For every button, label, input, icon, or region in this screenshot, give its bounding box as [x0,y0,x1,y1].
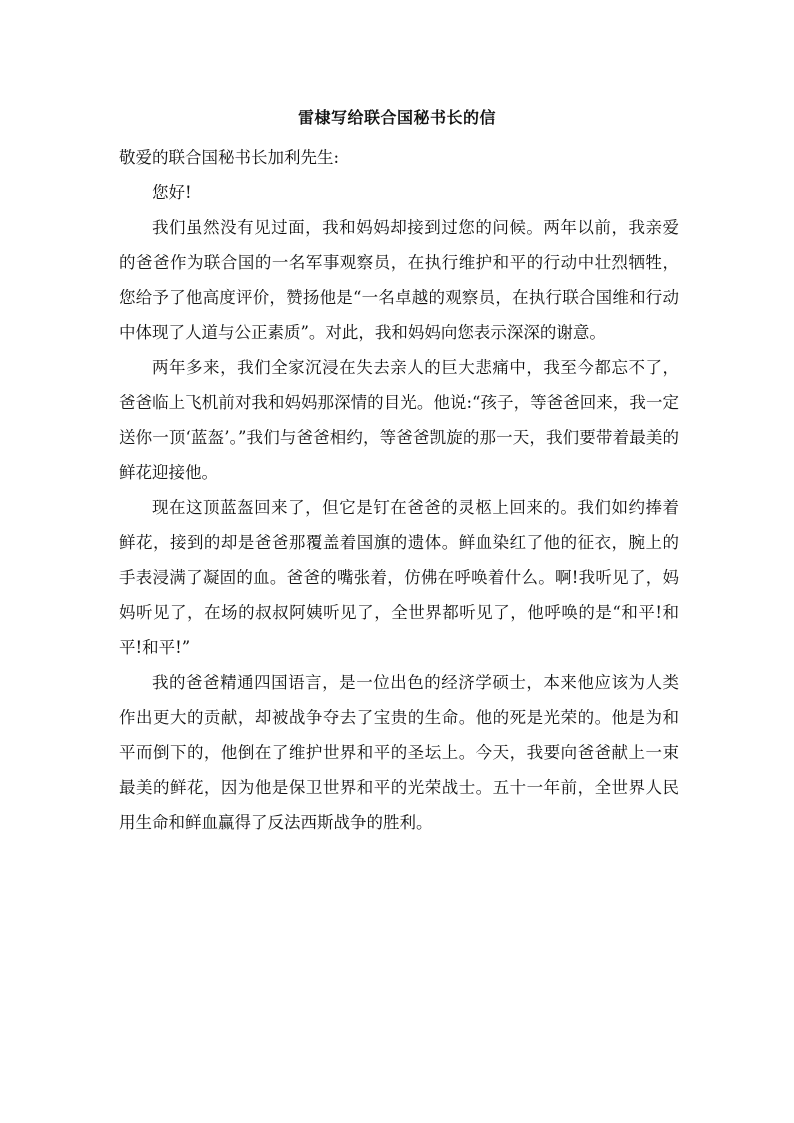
letter-salutation: 敬爱的联合国秘书长加利先生: [119,148,340,167]
letter-body [119,140,679,840]
paragraph-2: 两年多来，我们全家沉浸在失去亲人的巨大悲痛中，我至今都忘不了，爸爸临上飞机前对我和妈妈那深情的目光。他说:“孩子，等爸爸回来，我一定送你一顶‘蓝盔’。”我们与爸爸相约，等爸爸凯旋的那一天，我们要带着最美的鲜花迎接他。 [119,358,679,482]
paragraph-3: 现在这顶蓝盔回来了，但它是钉在爸爸的灵柩上回来的。我们如约捧着鲜花，接到的却是爸爸那覆盖着国旗的遗体。鲜血染红了他的征衣，腕上的手表浸满了凝固的血。爸爸的嘴张着，仿佛在呼唤着什么。啊!我听见了，妈妈听见了，在场的叔叔阿姨听见了，全世界都听见了，他呼唤的是“和平!和平!和平!” [119,498,679,657]
letter-greeting: 您好! [152,183,192,202]
paragraph-1: 我们虽然没有见过面，我和妈妈却接到过您的问候。两年以前，我亲爱的爸爸作为联合国的一名军事观察员，在执行维护和平的行动中壮烈牺牲，您给予了他高度评价，赞扬他是“一名卓越的观察员，在执行联合国维和行动中体现了人道与公正素质”。对此，我和妈妈向您表示深深的谢意。 [119,218,679,342]
paragraph-4: 我的爸爸精通四国语言，是一位出色的经济学硕士，本来他应该为人类作出更大的贡献，却被战争夺去了宝贵的生命。他的死是光荣的。他是为和平而倒下的，他倒在了维护世界和平的圣坛上。今天，我要向爸爸献上一束最美的鲜花，因为他是保卫世界和平的光荣战士。五十一年前，全世界人民用生命和鲜血赢得了反法西斯战争的胜利。 [119,673,679,832]
document-title: 雷棣写给联合国秘书长的信 [297,108,496,127]
